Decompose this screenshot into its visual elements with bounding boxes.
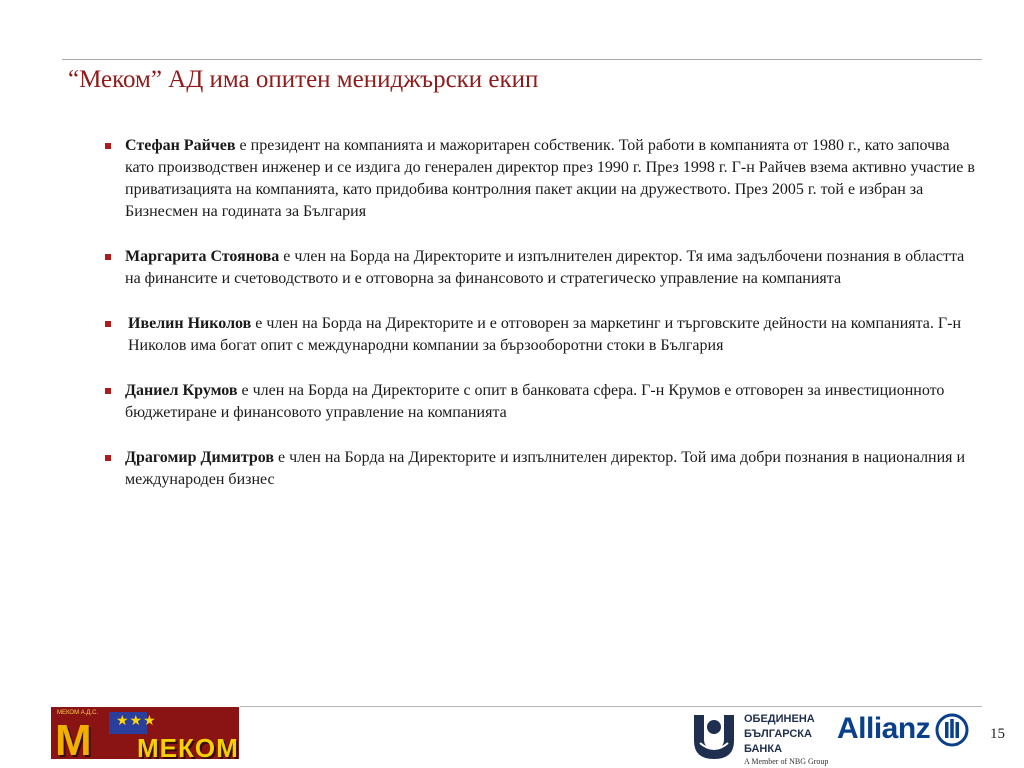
mekom-logo-text: МЕКОМ xyxy=(137,733,239,759)
bullet-item xyxy=(105,447,975,491)
bullet-item xyxy=(105,135,975,223)
management-team-list xyxy=(105,135,975,514)
bullet-text: е президент на компанията и мажоритарен собственик. Той работи в компанията от 1980 г., като започва като производствен инженер и се издига до генерален директор през 1990 г. През 1998 г. Г-н Райчев взема активно участие в приватизацията на компанията, като придобива контролния пакет акции на дружеството. През 2005 г. той е избран за Бизнесмен на годината за България xyxy=(125,137,975,220)
bullet-text: е член на Борда на Директорите с опит в банковата сфера. Г-н Крумов е отговорен за инвестиционното бюджетиране и финансовото управление на компанията xyxy=(125,382,945,421)
square-bullet-icon xyxy=(105,388,111,394)
person-name: Даниел Крумов xyxy=(125,382,238,399)
mekom-logo xyxy=(51,707,239,759)
square-bullet-icon xyxy=(105,321,111,327)
square-bullet-icon xyxy=(105,254,111,260)
eu-flag-icon: ★★★ xyxy=(109,712,147,734)
person-name: Стефан Райчев xyxy=(125,137,236,154)
person-name: Маргарита Стоянова xyxy=(125,248,280,265)
bullet-item xyxy=(105,313,975,357)
slide-title: “Меком” АД има опитен мениджърски екип xyxy=(68,66,539,93)
ubb-line: ОБЕДИНЕНА xyxy=(744,713,815,725)
bullet-text: е член на Борда на Директорите и изпълнителен директор. Тя има задълбочени познания в областта на финансите и счетоводството и е отговорна за финансовото и стратегическо управление на компанията xyxy=(125,248,965,287)
square-bullet-icon xyxy=(105,455,111,461)
mekom-small-label: МЕКОМ А.Д.С. xyxy=(57,710,99,716)
top-divider xyxy=(62,59,982,60)
page-number: 15 xyxy=(990,726,1005,742)
ubb-logo-icon xyxy=(690,711,738,763)
mekom-m-icon: M xyxy=(55,716,92,759)
bottom-divider xyxy=(240,706,982,707)
person-name: Драгомир Димитров xyxy=(125,449,275,466)
ubb-subtitle: A Member of NBG Group xyxy=(744,757,829,766)
square-bullet-icon xyxy=(105,143,111,149)
bullet-item xyxy=(105,380,975,424)
ubb-line: БАНКА xyxy=(744,743,783,755)
bullet-item xyxy=(105,246,975,290)
bullet-text: е член на Борда на Директорите и е отговорен за маркетинг и търговските дейности на компанията. Г-н Николов има богат опит с международни компании за бързооборотни стоки в България xyxy=(128,315,962,354)
ubb-line: БЪЛГАРСКА xyxy=(744,728,812,740)
allianz-logo-icon xyxy=(935,713,969,747)
ubb-logo-text xyxy=(744,712,815,757)
bullet-text: е член на Борда на Директорите и изпълнителен директор. Той има добри познания в националния и международен бизнес xyxy=(125,449,966,488)
allianz-logo-text: Allianz xyxy=(837,712,931,745)
person-name: Ивелин Николов xyxy=(128,315,252,332)
